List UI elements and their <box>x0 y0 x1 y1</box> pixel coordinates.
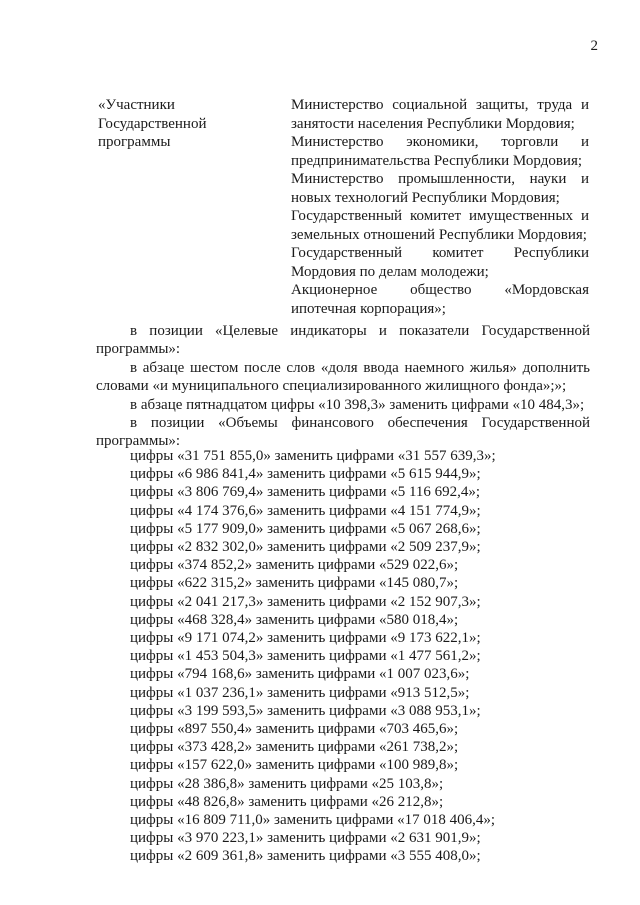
replacement-line: цифры «1 453 504,3» заменить цифрами «1 477 561,2»; <box>130 648 481 665</box>
participant-entry: Министерство социальной защиты, труда и занятости населения Республики Мордовия; <box>291 97 589 132</box>
replacement-line: цифры «2 832 302,0» заменить цифрами «2 509 237,9»; <box>130 539 481 556</box>
page-number: 2 <box>590 38 598 54</box>
replacement-line: цифры «897 550,4» заменить цифрами «703 465,6»; <box>130 721 459 738</box>
replacement-line: цифры «1 037 236,1» заменить цифрами «913 512,5»; <box>130 684 470 701</box>
replacement-line: цифры «6 986 841,4» заменить цифрами «5 615 944,9»; <box>130 466 481 483</box>
replacement-line: цифры «16 809 711,0» заменить цифрами «17 018 406,4»; <box>130 812 496 829</box>
participant-entry: Министерство промышленности, науки и новых технологий Республики Мордовия; <box>291 171 589 206</box>
participant-entry: Министерство экономики, торговли и предпринимательства Республики Мордовия; <box>291 134 589 169</box>
replacement-line: цифры «9 171 074,2» заменить цифрами «9 173 622,1»; <box>130 630 481 647</box>
replacement-line: цифры «2 609 361,8» заменить цифрами «3 555 408,0»; <box>130 848 481 865</box>
replacement-line: цифры «373 428,2» заменить цифрами «261 738,2»; <box>130 739 459 756</box>
participants-label: «Участники Государственной программы <box>98 97 207 150</box>
participants-list <box>291 96 589 318</box>
replacement-line: цифры «31 751 855,0» заменить цифрами «31 557 639,3»; <box>130 448 496 464</box>
replacement-line: цифры «48 826,8» заменить цифрами «26 212,8»; <box>130 793 444 810</box>
replacement-line: цифры «5 177 909,0» заменить цифрами «5 067 268,6»; <box>130 520 481 537</box>
amendment-text <box>96 322 590 451</box>
replacement-line: цифры «28 386,8» заменить цифрами «25 103,8»; <box>130 775 444 792</box>
paragraph-fifteenth-indent: в абзаце пятнадцатом цифры «10 398,3» заменить цифрами «10 484,3»; <box>130 396 585 413</box>
paragraph-target-indicators: в позиции «Целевые индикаторы и показатели Государственной программы»: <box>96 323 590 358</box>
participant-entry: Государственный комитет имущественных и земельных отношений Республики Мордовия; <box>291 208 589 243</box>
replacement-line: цифры «3 806 769,4» заменить цифрами «5 116 692,4»; <box>130 484 481 501</box>
paragraph-sixth-indent: в абзаце шестом после слов «доля ввода наемного жилья» дополнить словами «и муниципального специализированного жилищного фонда»;»; <box>96 359 590 395</box>
replacement-line: цифры «157 622,0» заменить цифрами «100 989,8»; <box>130 757 459 774</box>
replacement-list <box>130 447 590 866</box>
replacement-line: цифры «374 852,2» заменить цифрами «529 022,6»; <box>130 557 459 574</box>
replacement-line: цифры «794 168,6» заменить цифрами «1 007 023,6»; <box>130 666 470 683</box>
participant-entry: Государственный комитет Республики Мордовия по делам молодежи; <box>291 245 589 280</box>
replacement-line: цифры «3 199 593,5» заменить цифрами «3 088 953,1»; <box>130 702 481 719</box>
replacement-line: цифры «468 328,4» заменить цифрами «580 018,4»; <box>130 611 459 628</box>
replacement-line: цифры «4 174 376,6» заменить цифрами «4 151 774,9»; <box>130 502 481 519</box>
replacement-line: цифры «2 041 217,3» заменить цифрами «2 152 907,3»; <box>130 593 481 610</box>
participants-section <box>98 96 590 318</box>
replacement-line: цифры «622 315,2» заменить цифрами «145 080,7»; <box>130 575 459 592</box>
replacement-line: цифры «3 970 223,1» заменить цифрами «2 631 901,9»; <box>130 830 481 847</box>
participant-entry: Акционерное общество «Мордовская ипотечная корпорация»; <box>291 282 589 317</box>
paragraph-financing-volumes: в позиции «Объемы финансового обеспечения Государственной программы»: <box>96 415 590 450</box>
